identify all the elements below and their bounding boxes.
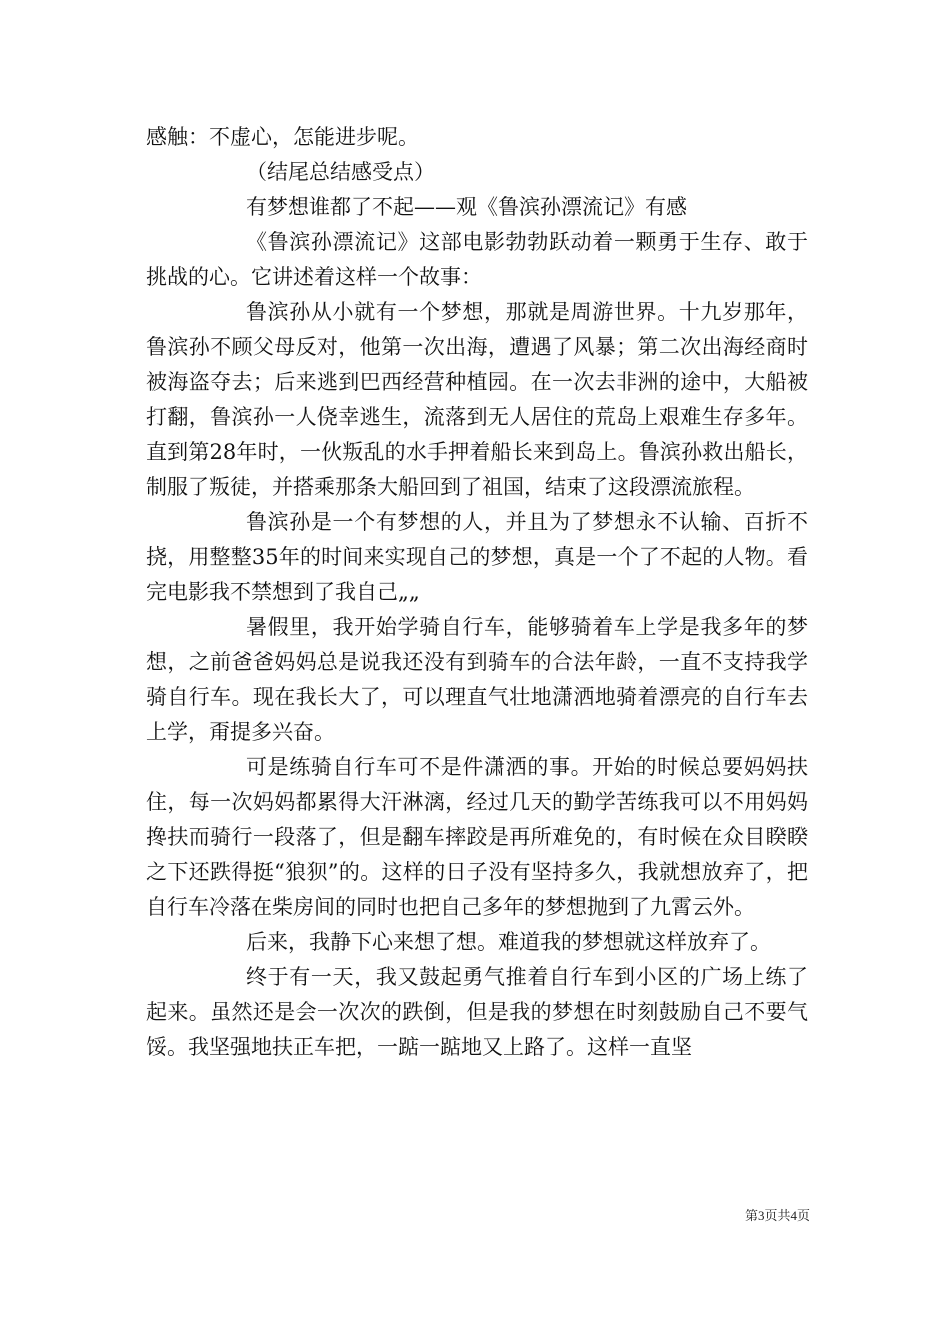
paragraph-5: 鲁滨孙从小就有一个梦想，那就是周游世界。十九岁那年，鲁滨孙不顾父母反对，他第一次出海，遭遇了风暴；第二次出海经商时被海盗夺去；后来逃到巴西经营种植园。在一次去非洲的途中，大船被打翻，鲁滨孙一人侥幸逃生，流落到无人居住的荒岛上艰难生存多年。直到第28年时，一伙叛乱的水手押着船长来到岛上。鲁滨孙救出船长，制服了叛徒，并搭乘那条大船回到了祖国，结束了这段漂流旅程。 — [146, 300, 808, 499]
page-number: 第3页共4页 — [744, 1208, 810, 1223]
paragraph-4: 《鲁滨孙漂流记》这部电影勃勃跃动着一颗勇于生存、敢于挑战的心。它讲述着这样一个故事： — [146, 230, 808, 289]
paragraph-1: 感触：不虚心，怎能进步呢。 — [146, 125, 419, 149]
page-number-footer — [700, 1205, 810, 1224]
paragraph-9: 后来，我静下心来想了想。难道我的梦想就这样放弃了。 — [246, 930, 771, 954]
document-body — [146, 120, 808, 1065]
paragraph-2: （结尾总结感受点） — [246, 160, 435, 184]
paragraph-10: 终于有一天，我又鼓起勇气推着自行车到小区的广场上练了起来。虽然还是会一次次的跌倒，但是我的梦想在时刻鼓励自己不要气馁。我坚强地扶正车把，一踮一踮地又上路了。这样一直坚 — [146, 965, 808, 1059]
paragraph-6: 鲁滨孙是一个有梦想的人，并且为了梦想永不认输、百折不挠，用整整35年的时间来实现自己的梦想，真是一个了不起的人物。看完电影我不禁想到了我自己„„ — [146, 510, 808, 604]
paragraph-8: 可是练骑自行车可不是件潇洒的事。开始的时候总要妈妈扶住，每一次妈妈都累得大汗淋漓，经过几天的勤学苦练我可以不用妈妈搀扶而骑行一段落了，但是翻车摔跤是再所难免的，有时候在众目睽睽之下还跌得挺“狼狈”的。这样的日子没有坚持多久，我就想放弃了，把自行车冷落在柴房间的同时也把自己多年的梦想抛到了九霄云外。 — [146, 755, 808, 919]
essay-title: 有梦想谁都了不起——观《鲁滨孙漂流记》有感 — [246, 195, 687, 219]
paragraph-7: 暑假里，我开始学骑自行车，能够骑着车上学是我多年的梦想，之前爸爸妈妈总是说我还没有到骑车的合法年龄，一直不支持我学骑自行车。现在我长大了，可以理直气壮地潇洒地骑着漂亮的自行车去上学，甭提多兴奋。 — [146, 615, 808, 744]
